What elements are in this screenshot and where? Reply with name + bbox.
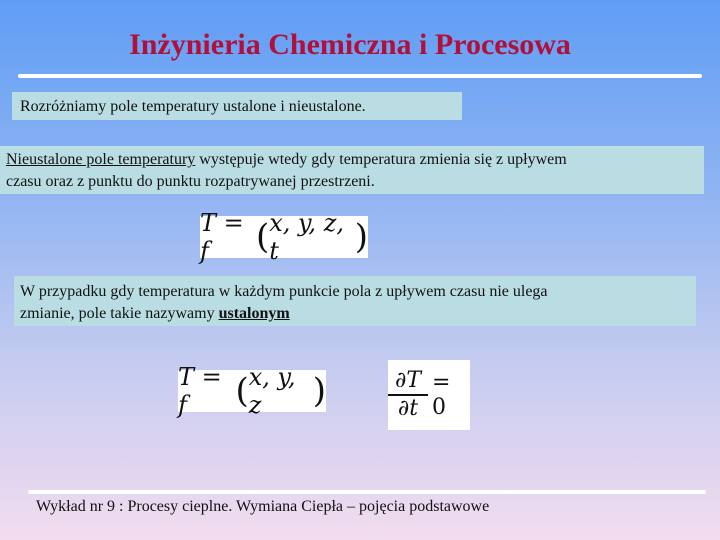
fraction-numerator: ∂T	[394, 368, 422, 394]
steady-definition-prefix: zmianie, pole takie nazywamy	[20, 305, 219, 322]
unsteady-definition-rest: występuje wtedy gdy temperatura zmienia się z upływem	[195, 151, 567, 168]
steady-formula: T = f ( x, y, z )	[178, 363, 326, 419]
unsteady-formula: T = f ( x, y, z, t )	[200, 209, 368, 265]
footer-text: Wykład nr 9 : Procesy cieplne. Wymiana Ciepła – pojęcia podstawowe	[36, 498, 490, 515]
steady-formula-args: x, y, z	[248, 363, 296, 419]
title-divider	[18, 74, 702, 78]
time-derivative-formula	[388, 360, 470, 430]
steady-formula-lhs: T = f	[178, 363, 222, 419]
unsteady-term: Nieustalone pole temperatury	[6, 151, 196, 168]
steady-definition-line1: W przypadku gdy temperatura w każdym punkcie pola z upływem czasu nie ulega	[20, 283, 548, 300]
partial-fraction	[388, 368, 428, 422]
unsteady-formula-args: x, y, z, t	[269, 209, 344, 265]
intro-box	[12, 92, 462, 120]
steady-term: ustalonym	[218, 305, 290, 322]
steady-definition-box	[14, 276, 696, 326]
footer-divider	[28, 490, 706, 494]
unsteady-definition-line2: czasu oraz z punktu do punktu rozpatrywanej przestrzeni.	[6, 173, 375, 190]
intro-text: Rozróżniamy pole temperatury ustalone i nieustalone.	[20, 98, 366, 115]
unsteady-formula-lhs: T = f	[200, 209, 244, 265]
unsteady-definition-box	[0, 146, 704, 194]
fraction-rhs: = 0	[432, 370, 451, 420]
fraction-denominator: ∂t	[397, 395, 419, 421]
slide-title: Inżynieria Chemiczna i Procesowa	[129, 28, 571, 61]
